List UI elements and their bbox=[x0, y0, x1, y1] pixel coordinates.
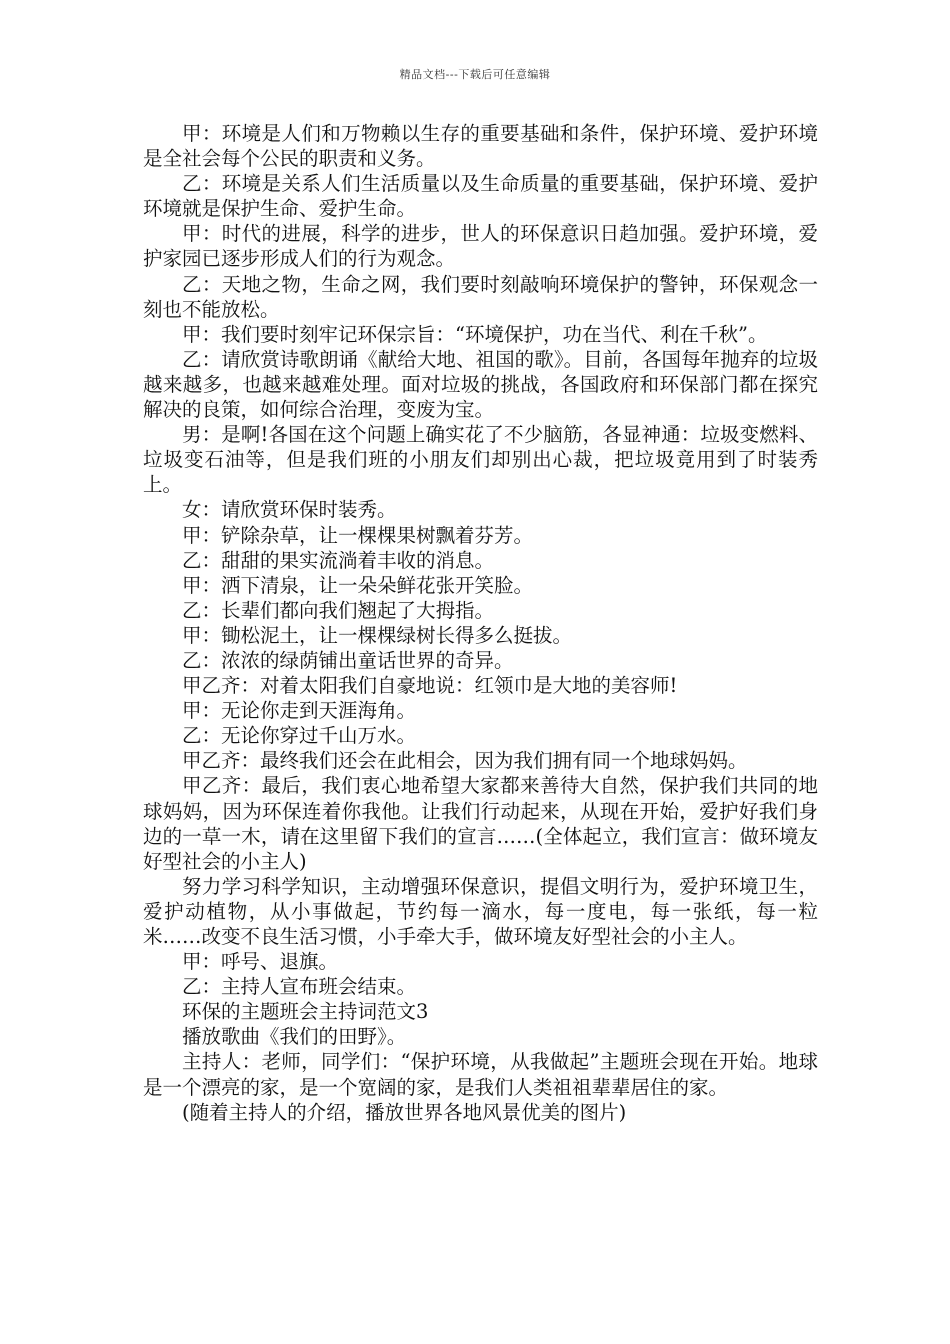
paragraph: 甲乙齐：最后，我们衷心地希望大家都来善待大自然，保护我们共同的地球妈妈，因为环保连着你我他。让我们行动起来，从现在开始，爱护好我们身边的一草一木，请在这里留下我们的宣言……(全体起立，我们宣言：做环境友好型社会的小主人) bbox=[143, 774, 818, 873]
paragraph: 乙：长辈们都向我们翘起了大拇指。 bbox=[182, 598, 495, 622]
paragraph: 甲乙齐：对着太阳我们自豪地说：红领巾是大地的美容师! bbox=[182, 674, 678, 698]
paragraph: 甲：时代的进展，科学的进步，世人的环保意识日趋加强。爱护环境，爱护家园已逐步形成人们的行为观念。 bbox=[143, 222, 818, 271]
page-header: 精品文档---下载后可任意编辑 bbox=[399, 68, 551, 81]
paragraph: 男：是啊!各国在这个问题上确实花了不少脑筋，各显神通：垃圾变燃料、垃圾变石油等，但是我们班的小朋友们却别出心裁，把垃圾竟用到了时装秀上。 bbox=[143, 423, 818, 497]
paragraph: 乙：甜甜的果实流淌着丰收的消息。 bbox=[182, 548, 495, 572]
section-title: 环保的主题班会主持词范文3 bbox=[182, 1000, 429, 1024]
paragraph: 甲：锄松泥土，让一棵棵绿树长得多么挺拔。 bbox=[182, 623, 573, 647]
paragraph: 甲：我们要时刻牢记环保宗旨：“环境保护，功在当代、利在千秋”。 bbox=[182, 322, 768, 346]
paragraph: 乙：主持人宣布班会结束。 bbox=[182, 975, 417, 999]
paragraph: 甲：铲除杂草，让一棵棵果树飘着芬芳。 bbox=[182, 523, 534, 547]
paragraph: 主持人：老师，同学们：“保护环境，从我做起”主题班会现在开始。地球是一个漂亮的家，是一个宽阔的家，是我们人类祖祖辈辈居住的家。 bbox=[143, 1050, 818, 1099]
paragraph: 播放歌曲《我们的田野》。 bbox=[182, 1025, 407, 1049]
paragraph: 乙：浓浓的绿荫铺出童话世界的奇异。 bbox=[182, 648, 514, 672]
document-body bbox=[143, 121, 818, 1125]
paragraph: 甲：环境是人们和万物赖以生存的重要基础和条件，保护环境、爱护环境是全社会每个公民的职责和义务。 bbox=[143, 122, 818, 171]
paragraph: 乙：请欣赏诗歌朗诵《献给大地、祖国的歌》。目前，各国每年抛弃的垃圾越来越多，也越来越难处理。面对垃圾的挑战，各国政府和环保部门都在探究解决的良策，如何综合治理，变废为宝。 bbox=[143, 347, 818, 422]
paragraph: (随着主持人的介绍，播放世界各地风景优美的图片) bbox=[182, 1100, 627, 1124]
paragraph: 甲：洒下清泉，让一朵朵鲜花张开笑脸。 bbox=[182, 573, 534, 597]
paragraph: 努力学习科学知识，主动增强环保意识，提倡文明行为，爱护环境卫生，爱护动植物，从小事做起，节约每一滴水，每一度电，每一张纸，每一粒米……改变不良生活习惯，小手牵大手，做环境友好型社会的小主人。 bbox=[143, 874, 818, 948]
paragraph: 乙：无论你穿过千山万水。 bbox=[182, 724, 417, 748]
paragraph: 甲乙齐：最终我们还会在此相会，因为我们拥有同一个地球妈妈。 bbox=[182, 749, 748, 773]
paragraph: 甲：呼号、退旗。 bbox=[182, 950, 339, 974]
paragraph: 女：请欣赏环保时装秀。 bbox=[182, 498, 397, 522]
paragraph: 乙：天地之物，生命之网，我们要时刻敲响环境保护的警钟，环保观念一刻也不能放松。 bbox=[143, 272, 818, 321]
paragraph: 乙：环境是关系人们生活质量以及生命质量的重要基础，保护环境、爱护环境就是保护生命、爱护生命。 bbox=[143, 172, 818, 221]
paragraph: 甲：无论你走到天涯海角。 bbox=[182, 699, 417, 723]
